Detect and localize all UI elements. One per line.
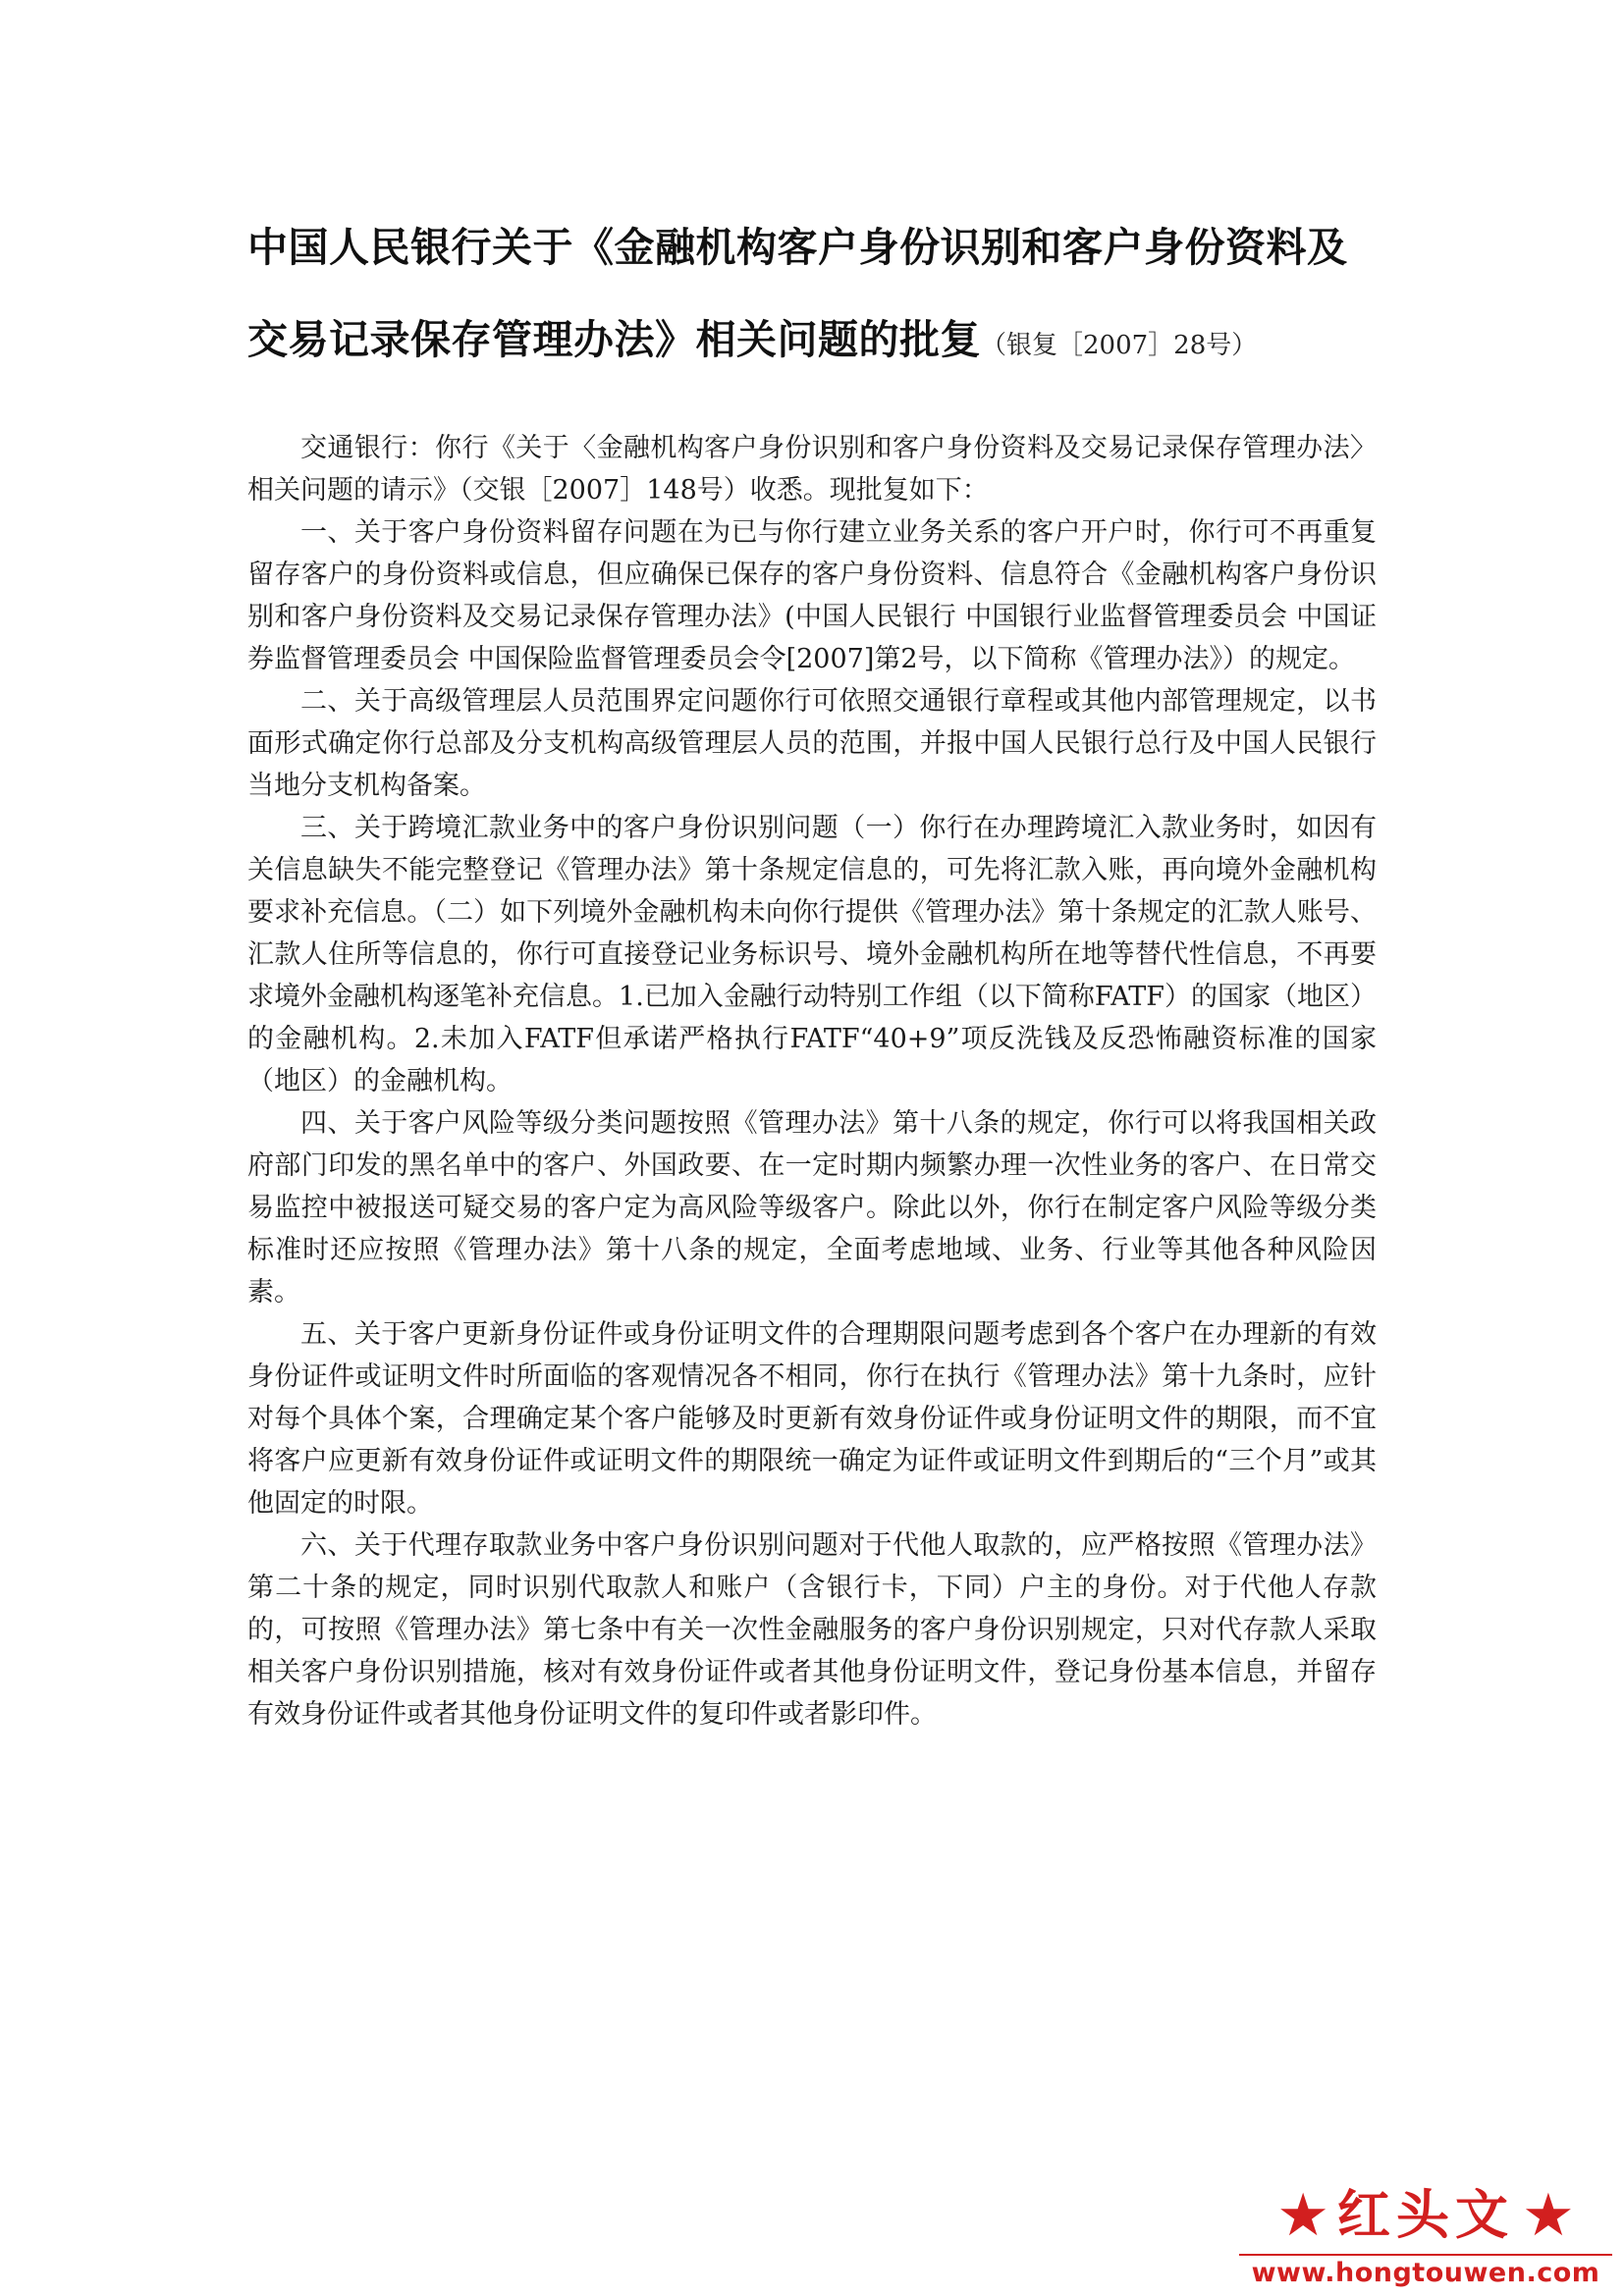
- paragraph-1: 一、关于客户身份资料留存问题在为已与你行建立业务关系的客户开户时，你行可不再重复留存客户的身份资料或信息，但应确保已保存的客户身份资料、信息符合《金融机构客户身份识别和客户身份资料及交易记录保存管理办法》(中国人民银行 中国银行业监督管理委员会 中国证券监督管理委员会 中国保险监督管理委员会令[2007]第2号，以下简称《管理办法》）的规定。: [247, 517, 1377, 674]
- watermark-url: www.hongtouwen.com: [1251, 2258, 1600, 2288]
- watermark-banner: [1239, 2177, 1612, 2256]
- paragraph-addressee: 交通银行：你行《关于〈金融机构客户身份识别和客户身份资料及交易记录保存管理办法〉相关问题的请示》（交银［2007］148号）收悉。现批复如下：: [247, 433, 1377, 506]
- watermark-logo: [1239, 2177, 1612, 2293]
- document-body: [247, 427, 1377, 1735]
- star-icon: ★: [1522, 2181, 1575, 2250]
- paragraph-2: 二、关于高级管理层人员范围界定问题你行可依照交通银行章程或其他内部管理规定，以书面形式确定你行总部及分支机构高级管理层人员的范围，并报中国人民银行总行及中国人民银行当地分支机构备案。: [247, 686, 1377, 801]
- watermark-text: 红头文: [1337, 2184, 1514, 2246]
- paragraph-6: 六、关于代理存取款业务中客户身份识别问题对于代他人取款的，应严格按照《管理办法》第二十条的规定，同时识别代取款人和账户（含银行卡，下同）户主的身份。对于代他人存款的，可按照《管理办法》第七条中有关一次性金融服务的客户身份识别规定，只对代存款人采取相关客户身份识别措施，核对有效身份证件或者其他身份证明文件，登记身份基本信息，并留存有效身份证件或者其他身份证明文件的复印件或者影印件。: [247, 1530, 1377, 1730]
- title-text: 中国人民银行关于《金融机构客户身份识别和客户身份资料及交易记录保存管理办法》相关问题的批复: [247, 224, 1348, 363]
- paragraph-4: 四、关于客户风险等级分类问题按照《管理办法》第十八条的规定，你行可以将我国相关政府部门印发的黑名单中的客户、外国政要、在一定时期内频繁办理一次性业务的客户、在日常交易监控中被报送可疑交易的客户定为高风险等级客户。除此以外，你行在制定客户风险等级分类标准时还应按照《管理办法》第十八条的规定，全面考虑地域、业务、行业等其他各种风险因素。: [247, 1108, 1377, 1308]
- star-icon: ★: [1276, 2181, 1329, 2250]
- paragraph-5: 五、关于客户更新身份证件或身份证明文件的合理期限问题考虑到各个客户在办理新的有效身份证件或证明文件时所面临的客观情况各不相同，你行在执行《管理办法》第十九条时，应针对每个具体个案，合理确定某个客户能够及时更新有效身份证件或身份证明文件的期限，而不宜将客户应更新有效身份证件或证明文件的期限统一确定为证件或证明文件到期后的“三个月”或其他固定的时限。: [247, 1319, 1377, 1519]
- paragraph-3: 三、关于跨境汇款业务中的客户身份识别问题（一）你行在办理跨境汇入款业务时，如因有关信息缺失不能完整登记《管理办法》第十条规定信息的，可先将汇款入账，再向境外金融机构要求补充信息。（二）如下列境外金融机构未向你行提供《管理办法》第十条规定的汇款人账号、汇款人住所等信息的，你行可直接登记业务标识号、境外金融机构所在地等替代性信息，不再要求境外金融机构逐笔补充信息。1.已加入金融行动特别工作组（以下简称FATF）的国家（地区）的金融机构。2.未加入FATF但承诺严格执行FATF“40+9”项反洗钱及反恐怖融资标准的国家（地区）的金融机构。: [247, 813, 1377, 1096]
- document-title: [247, 201, 1377, 392]
- document-page: [247, 201, 1377, 1735]
- document-number: （银复［2007］28号）: [981, 331, 1258, 360]
